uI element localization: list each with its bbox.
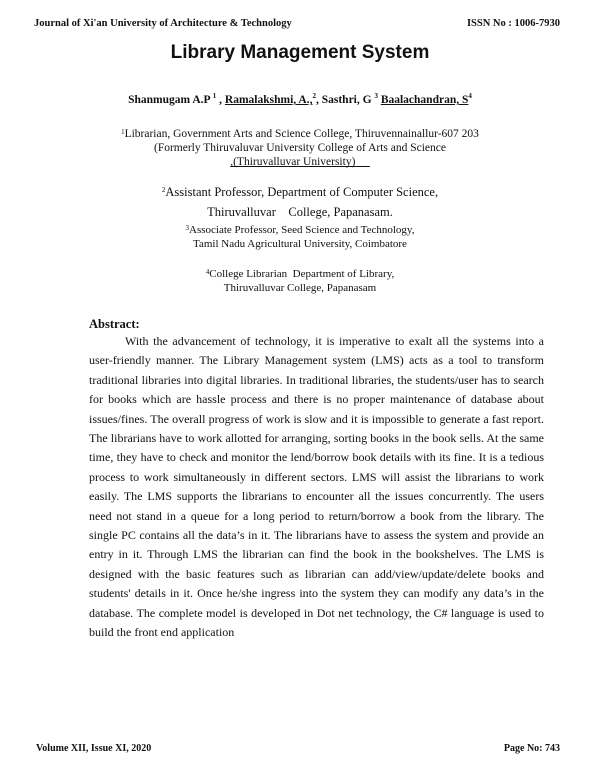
- affiliation-1-text-1: Librarian, Government Arts and Science College, Thiruvennainallur-607 203: [124, 128, 479, 140]
- affiliation-3-line-2: Tamil Nadu Agricultural University, Coimbatore: [193, 237, 407, 250]
- affiliation-2-text-1: Assistant Professor, Department of Computer Science,: [165, 185, 439, 199]
- affiliation-4: [0, 267, 600, 295]
- affiliation-3-text-1: Associate Professor, Seed Science and Technology,: [189, 224, 415, 236]
- affiliation-1-sup: 1: [121, 128, 125, 136]
- affiliation-4-sup: 4: [205, 268, 210, 276]
- author-4-sup: 4: [468, 92, 472, 100]
- author-2: Ramalakshmi, A.,: [224, 94, 313, 106]
- affiliation-4-line-2: Thiruvalluvar College, Papanasam: [223, 282, 377, 294]
- affiliation-1-text-3: ,(Thiruvalluvar University): [230, 156, 356, 168]
- author-2-sup: 2: [312, 92, 316, 100]
- author-list: [0, 94, 600, 106]
- affiliation-1-line-3: [0, 155, 600, 169]
- affiliation-3: [0, 224, 600, 251]
- paper-title: Library Management System: [170, 42, 430, 63]
- page-number: Page No: 743: [503, 743, 560, 754]
- affiliation-4-text-1: College Librarian Department of Library,: [209, 268, 395, 280]
- affiliation-1-line-1: [0, 127, 600, 141]
- volume-issue: Volume XII, Issue XI, 2020: [36, 743, 152, 754]
- abstract-body: With the advancement of technology, it is imperative to exalt all the systems into a user-friendly manner. The Library Management system (LMS) acts as a tool to transform traditional libraries into digital libraries. In traditional libraries, the students/user has to search for books which are hassle process and there is no proper maintenance of database about issues/fines. The overall progress of work is slow and it is impossible to generate a fast report. The librarians have to work allotted for arranging, sorting books in the book sells. At the same time, they have to check and monitor the lend/borrow book details with its fine. It is a tedious process to work simultaneously in different sectors. LMS will assist the librarians to work easily. The LMS supports the librarians to encounter all the issues concurrently. The users need not stand in a queue for a long period to return/borrow a book from the library. The single PC contains all the data’s in it. The librarians have to assess the system and provide an entry in it. Through LMS the librarian can find the book in the bookshelves. The LMS is designed with the basic features such as librarian can add/view/update/delete books and students' details in it. Once he/she ingress into the system they can modify any data’s in the database. The complete model is developed in Dot net technology, the C# language is used to build the front end application: [89, 334, 544, 640]
- affiliation-2-line-1: [0, 182, 600, 202]
- page-footer: [36, 743, 560, 754]
- affiliation-3-sup: 3: [185, 224, 190, 232]
- author-1-sup: 1: [212, 92, 217, 100]
- author-3-sup: 3: [374, 92, 378, 100]
- affiliation-2-sup: 2: [161, 186, 166, 194]
- author-4: Baalachandran, S: [380, 94, 469, 106]
- journal-name: Journal of Xi'an University of Architecture & Technology: [34, 18, 292, 29]
- running-head: [34, 18, 560, 29]
- affiliation-2: [0, 182, 600, 222]
- issn-number: ISSN No : 1006-7930: [466, 18, 560, 29]
- author-separator: ,: [315, 94, 322, 106]
- affiliation-1: [0, 127, 600, 169]
- affiliation-3-line-1: [0, 224, 600, 238]
- affiliation-2-line-2: Thiruvalluvar College, Papanasam.: [207, 205, 393, 219]
- underline-fill: [355, 156, 369, 168]
- author-separator: ,: [216, 94, 225, 106]
- affiliation-1-line-2: (Formerly Thiruvaluvar University College of Arts and Science: [153, 142, 446, 154]
- affiliation-4-line-1: [0, 267, 600, 281]
- author-3: Sasthri, G: [321, 94, 375, 106]
- abstract-heading: Abstract:: [89, 317, 140, 331]
- author-1: Shanmugam A.P: [128, 94, 213, 106]
